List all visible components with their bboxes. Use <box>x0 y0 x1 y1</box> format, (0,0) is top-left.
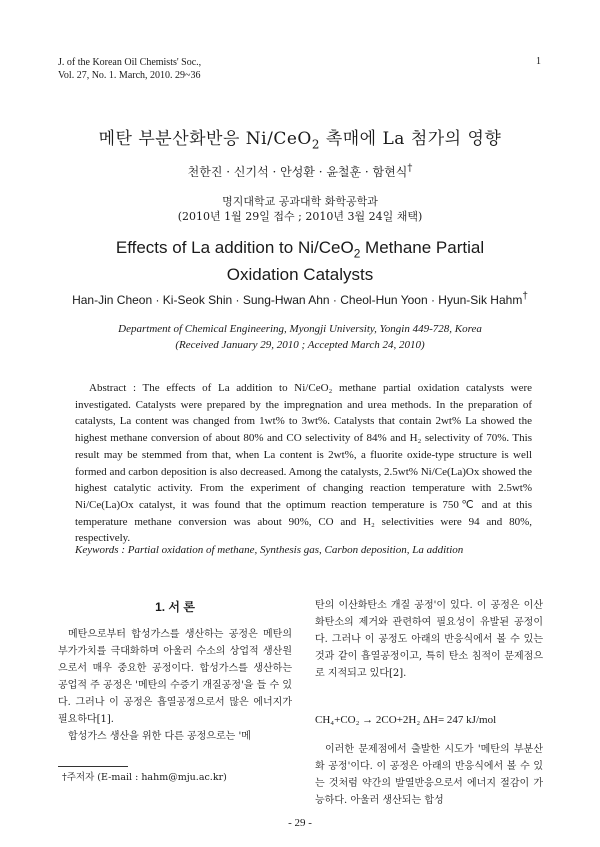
abstract-label: Abstract <box>89 382 127 394</box>
abstract <box>75 380 532 547</box>
abstract-text: : The effects of La addition to Ni/CeO₂ methane partial oxidation catalysts were investigated. Catalysts were prepared by the impregnation and urea methods. In the preparation of catalysts, La content was changed from 1wt% to 3wt%. Catalysts that contain 2wt% La showed the highest methane conversion of about 80% and CO selectivity of 84% and H₂ selectivity of 70%. This result may be stemmed from that, when La content is 2wt%, a fluorite oxide-type structure is well formed and carbon deposition is also decreased. Among the catalysts, 2.5wt% Ni/Ce(La)Ox showed the highest catalytic activity. From the experiment of changing reaction temperature with 2.5wt% Ni/Ce(La)Ox catalyst, it was found that the optimum reaction temperature is 750℃ and at this temperature methane conversion was about 90%, CO and H₂ selectivities were 94 and 80%, respectively. <box>75 382 532 545</box>
english-title-post: Methane Partial <box>360 238 485 257</box>
english-title-line-2: Oxidation Catalysts <box>226 265 374 285</box>
reaction-equation: CH₄+CO₂ → 2CO+2H₂ ΔH= 247 kJ/mol <box>315 714 497 726</box>
english-authors <box>0 291 600 307</box>
intro-paragraph-2: 합성가스 생산을 위한 다른 공정으로는 '메 <box>68 731 251 742</box>
english-affiliation: Department of Chemical Engineering, Myongji University, Yongin 449-728, Korea <box>118 323 482 335</box>
footnote-rule <box>58 766 128 767</box>
english-corresponding-mark: † <box>522 291 528 302</box>
korean-dates: (2010년 1월 29일 접수 ; 2010년 3월 24일 채택) <box>177 210 423 223</box>
right-column <box>315 597 543 682</box>
korean-title-sub: 2 <box>311 137 320 152</box>
journal-line-2: Vol. 27, No. 1. March, 2010. 29~36 <box>58 70 201 81</box>
journal-line-1: J. of the Korean Oil Chemists' Soc., <box>58 57 202 68</box>
intro-paragraph-3: 탄의 이산화탄소 개질 공정'이 있다. 이 공정은 이산화탄소의 제거와 관련하여 필요성이 유발된 공정이다. 그러나 이 공정도 아래의 반응식에서 볼 수 있는 것과 같이 흡열공정이고, 특히 탄소 침적이 문제점으로 지적되고 있다[2]. <box>315 600 543 679</box>
footnote-corresponding-author: †주저자 (E-mail : hahm@mju.ac.kr) <box>62 772 227 783</box>
english-title-line-1 <box>0 237 600 264</box>
english-author-list: Han-Jin Cheon · Ki-Seok Shin · Sung-Hwan Ahn · Cheol-Hun Yoon · Hyun-Sik Hahm <box>72 293 523 307</box>
left-column <box>58 626 292 745</box>
english-title-pre: Effects of La addition to Ni/CeO <box>115 238 354 257</box>
korean-title <box>0 124 600 151</box>
page-number-top: 1 <box>536 56 541 67</box>
korean-author-list: 천한진 · 신기석 · 안성환 · 윤철훈 · 함현식 <box>187 165 408 179</box>
section-heading-introduction: 1. 서 론 <box>155 600 195 614</box>
journal-citation <box>58 56 201 82</box>
korean-affiliation: 명지대학교 공과대학 화학공학과 <box>222 195 378 208</box>
intro-paragraph-4: 이러한 문제점에서 출발한 시도가 '메탄의 부분산화 공정'이다. 이 공정은 아래의 반응식에서 볼 수 있는 것처럼 약간의 발열반응으로서 에너지 절감이 가능하다. 아울러 생산되는 합성 <box>315 744 543 806</box>
english-dates: (Received January 29, 2010 ; Accepted March 24, 2010) <box>175 339 425 351</box>
corresponding-mark: † <box>407 163 413 174</box>
english-title-sub: 2 <box>353 246 361 261</box>
intro-paragraph-1: 메탄으로부터 합성가스를 생산하는 공정은 메탄의 부가가치를 극대화하며 아울러 수소의 상업적 생산원으로서 매우 중요한 공정이다. 합성가스를 생산하는 공업적 주 공정은 '메탄의 수증기 개질공정'을 들 수 있다. 그러나 이 공정은 흡열공정으로서 많은 에너지가 필요하다[1]. <box>58 629 292 725</box>
english-title <box>0 237 600 286</box>
keywords: Keywords : Partial oxidation of methane, Synthesis gas, Carbon deposition, La addition <box>75 544 464 556</box>
korean-title-pre: 메탄 부분산화반응 Ni/CeO <box>98 129 312 149</box>
korean-title-post: 촉매에 La 첨가의 영향 <box>319 129 502 149</box>
right-column-continued <box>315 741 543 809</box>
korean-authors <box>0 163 600 180</box>
page-number-bottom: - 29 - <box>288 817 312 829</box>
